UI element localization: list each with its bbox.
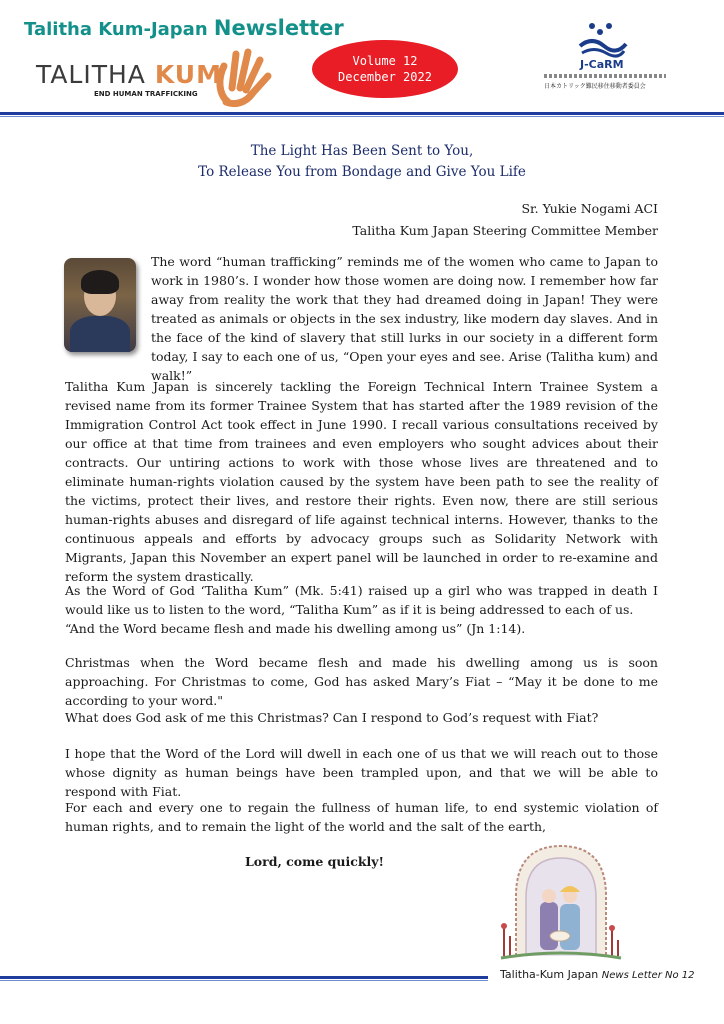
logo-word-kum: KUM bbox=[154, 60, 222, 89]
jcarm-name: J-CaRM bbox=[580, 58, 624, 71]
logo-word-talitha: TALITHA bbox=[36, 60, 155, 89]
paragraph-word-flesh: “And the Word became flesh and made his dwelling among us” (Jn 1:14). bbox=[65, 621, 526, 636]
paragraph-talitha-kum: As the Word of God ‘Talitha Kum” (Mk. 5:41) raised up a girl who was trapped in death I would like us to listen to the word, “Talitha Kum” as if it is being addressed to each of us. bbox=[65, 583, 658, 617]
jcarm-japanese-name: 日本カトリック難民移住移動者委員会 bbox=[544, 83, 646, 90]
header-rule-thin bbox=[0, 116, 724, 117]
newsletter-title bbox=[24, 16, 344, 40]
header-rule bbox=[0, 112, 724, 115]
nativity-illustration bbox=[496, 836, 626, 966]
volume-number: Volume 12 bbox=[352, 54, 418, 68]
paragraph-question: What does God ask of me this Christmas? Can I respond to God’s request with Fiat? bbox=[65, 710, 599, 725]
article-title bbox=[0, 141, 724, 183]
footer-label bbox=[500, 968, 695, 981]
jcarm-emblem-icon bbox=[578, 22, 628, 58]
hand-icon bbox=[214, 44, 272, 108]
paragraph-christmas: Christmas when the Word became flesh and made his dwelling among us is soon approaching. For Christmas to come, God has asked Mary’s Fiat – “May it be done to me according to your word." bbox=[65, 655, 658, 708]
author-photo bbox=[64, 258, 136, 352]
talitha-kum-logo bbox=[36, 44, 276, 106]
author-name: Sr. Yukie Nogami ACI bbox=[521, 201, 658, 216]
byline bbox=[352, 198, 658, 242]
title-line-2: To Release You from Bondage and Give You Life bbox=[198, 164, 526, 180]
logo-tagline: END HUMAN TRAFFICKING bbox=[94, 90, 198, 98]
footer-issue: News Letter No 12 bbox=[601, 970, 695, 981]
paragraph-trainee-system: Talitha Kum Japan is sincerely tackling the Foreign Technical Intern Trainee System a revised name from its former Trainee System that has started after the 1989 revision of the Immigration Control Act took effect in June 1990. I recall various consultations received by our office at that time from trainees and even employers who sought advices about their contracts. Our untiring actions to work with those whose lives are threatened and to eliminate human-rights violation caused by the system have been path to see the reality of the victims, protect their lives, and restore their rights. Even now, there are still serious human-rights abuses and disregard of life against technical interns. However, thanks to the continuous appeals and efforts by advocacy groups such as Solidarity Network with Migrants, Japan this November an expert panel will be launched in order to re-examine and reform the system drastically. bbox=[65, 379, 658, 584]
jcarm-fine-print bbox=[544, 74, 666, 78]
newsletter-name: Talitha Kum-Japan bbox=[24, 19, 214, 40]
footer-rule-thin bbox=[0, 980, 488, 981]
paragraph-fullness: For each and every one to regain the fullness of human life, to end systemic violation of human rights, and to remain the light of the world and the salt of the earth, bbox=[65, 800, 658, 834]
intro-paragraph: The word “human trafficking” reminds me of the women who came to Japan to work in 1980’s. I wonder how those women are doing now. I remember how far away from reality the work that they had dreamed doing in Japan! They were treated as animals or objects in the sex industry, like modern day slaves. And in the face of the kind of slavery that still lurks in our society in a different form today, I say to each one of us, “Open your eyes and see. Arise (Talitha kum) and walk!” bbox=[151, 254, 658, 383]
newsletter-word: Newsletter bbox=[213, 16, 344, 40]
issue-date: December 2022 bbox=[338, 70, 432, 84]
volume-badge bbox=[312, 40, 458, 98]
paragraph-hope: I hope that the Word of the Lord will dwell in each one of us that we will reach out to those whose dignity as human beings have been trampled upon, and that we will be able to respond with Fiat. bbox=[65, 746, 658, 799]
footer-rule bbox=[0, 976, 488, 979]
title-line-1: The Light Has Been Sent to You, bbox=[250, 143, 474, 159]
jcarm-logo bbox=[540, 22, 670, 90]
closing-line: Lord, come quickly! bbox=[245, 854, 384, 869]
author-role: Talitha Kum Japan Steering Committee Member bbox=[352, 223, 658, 238]
footer-name: Talitha-Kum Japan bbox=[500, 968, 602, 981]
